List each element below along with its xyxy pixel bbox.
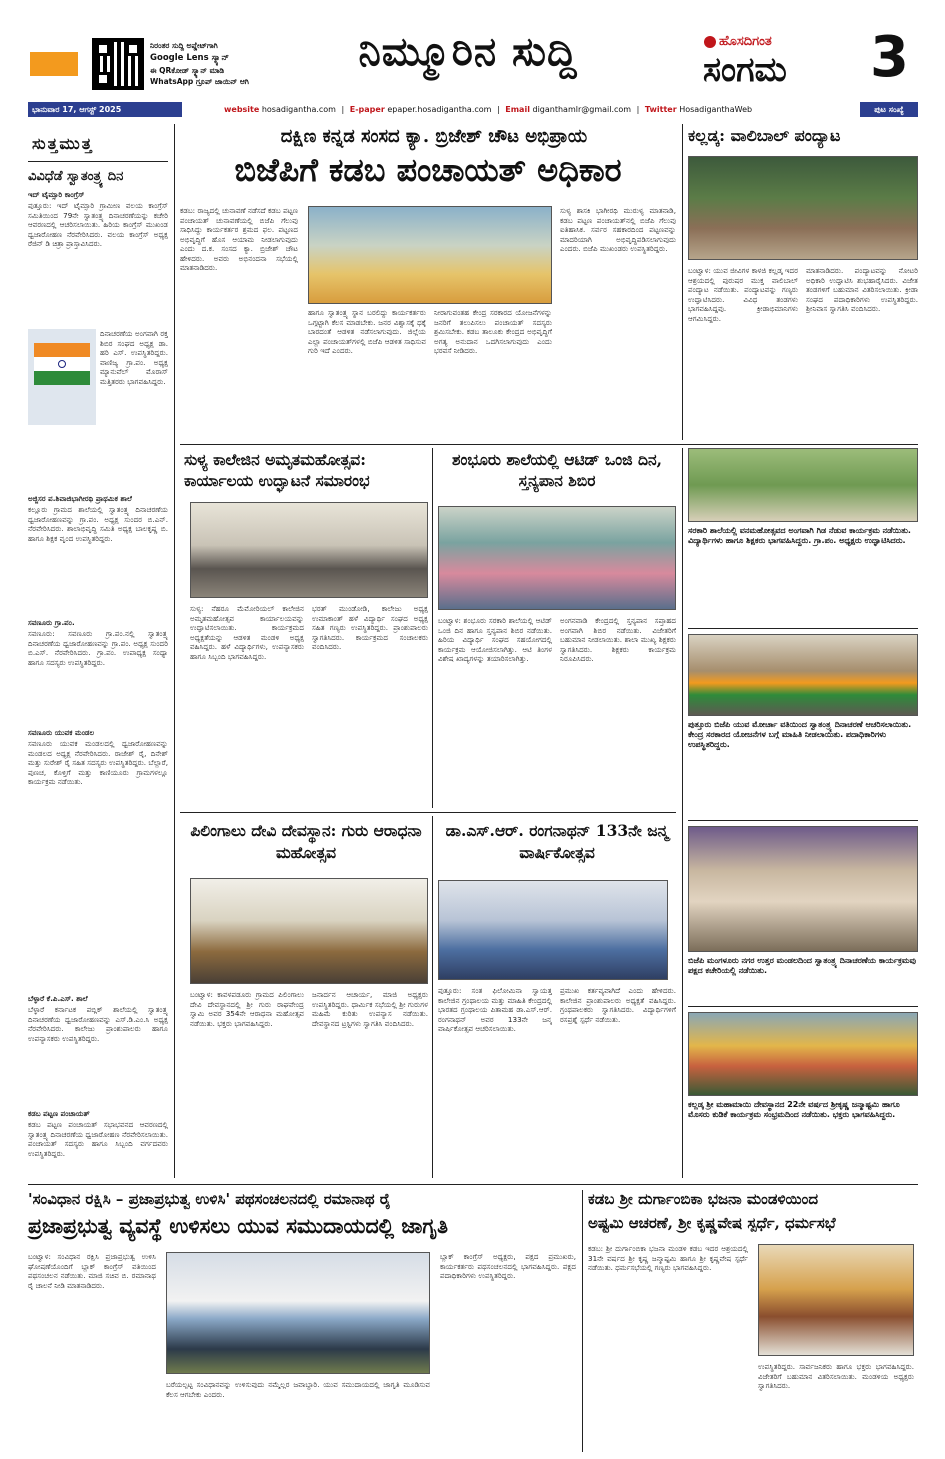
lead-kicker: ದಕ್ಷಿಣ ಕನ್ನಡ ಸಂಸದ ಕ್ಯಾ. ಬ್ರಿಜೇಶ್ ಚೌಟ ಅಭಿಪ್ರಾಯ — [280, 126, 588, 147]
pilingalu-story — [180, 816, 428, 1178]
tree-planting-photo — [688, 448, 918, 522]
durgambika-kicker: ಕಡಬ ಶ್ರೀ ದುರ್ಗಾಂಬಿಕಾ ಭಜನಾ ಮಂಡಳಿಯಿಂದ — [588, 1190, 819, 1208]
divider — [432, 816, 433, 1178]
qr-code-icon[interactable] — [92, 38, 144, 90]
samvidhana-body-col: ಬರೆಯಲ್ಪಟ್ಟ ಸಂವಿಧಾನವನ್ನು ಉಳಿಸುವುದು ನಮ್ಮೆಲ್ಲರ ಜವಾಬ್ದಾರಿ. ಯುವ ಸಮುದಾಯದಲ್ಲಿ ಜಾಗೃತಿ ಮೂಡಿಸುವ ಕೆಲಸ ಆಗಬೇಕು ಎಂದರು. — [166, 1380, 430, 1399]
email-link[interactable]: diganthamlr@gmail.com — [532, 105, 632, 114]
qr-instructions — [150, 40, 290, 88]
divider — [28, 1184, 918, 1185]
divider — [582, 1190, 583, 1452]
divider — [688, 1006, 918, 1007]
ranganathan-headline: ಡಾ.ಎಸ್.ಆರ್. ರಂಗನಾಥನ್ 133ನೇ ಜನ್ಮ ವಾರ್ಷಿಕೋತ್ಸವ — [445, 821, 669, 862]
divider — [688, 820, 918, 821]
sidebar-headline: ವಿವಿಧೆಡೆ ಸ್ವಾತಂತ್ರ್ಯ ದಿನ — [28, 169, 124, 184]
orange-tab — [30, 52, 78, 76]
sidebar-body: ಕಡಬ ಪಟ್ಟಣ ಪಂಚಾಯತ್ ಸಭಾಭವನದ ಆವರಣದಲ್ಲಿ ಸ್ವಾತಂತ್ರ್ಯ ದಿನಾಚರಣೆಯ ಧ್ವಜಾರೋಹಣ ನೆರವೇರಿಸಲಾಯಿತು. ಪಂಚಾಯತ್ ಸದಸ್ಯರು ಹಾಗೂ ಸಿಬ್ಬಂದಿ ವರ್ಗದವರು ಉಪಸ್ಥಿತರಿದ್ದರು. — [28, 1120, 168, 1158]
volleyball-headline: ಕಲ್ಲಡ್ಕ: ವಾಲಿಬಾಲ್ ಪಂದ್ಯಾಟ — [688, 126, 841, 145]
email-label: Email — [505, 105, 530, 114]
twitter-link[interactable]: HosadiganthaWeb — [679, 105, 753, 114]
photo-caption: ಸರಕಾರಿ ಶಾಲೆಯಲ್ಲಿ ವನಮಹೋತ್ಸವದ ಅಂಗವಾಗಿ ಗಿಡ ನೆಡುವ ಕಾರ್ಯಕ್ರಮ ನಡೆಯಿತು. ವಿದ್ಯಾರ್ಥಿಗಳು ಹಾಗೂ ಶಿಕ್ಷಕರು ಭಾಗವಹಿಸಿದ್ದರು. ಗ್ರಾ.ಪಂ. ಅಧ್ಯಕ್ಷರು ಉದ್ಘಾಟಿಸಿದರು. — [688, 526, 911, 545]
divider — [180, 812, 676, 813]
divider — [180, 444, 918, 445]
lead-body-col: ನೀರಾಗುವಂತಹ ಕೇಂದ್ರ ಸರಕಾರದ ಯೋಜನೆಗಳನ್ನು ಜನರಿಗೆ ತಲುಪಿಸಲು ಪಂಚಾಯತ್ ಸದಸ್ಯರು ಶ್ರಮಿಸಬೇಕು. ಕಡಬ ತಾಲೂಕು ಕೇಂದ್ರದ ಅಭಿವೃದ್ಧಿಗೆ ಅಗತ್ಯ ಅನುದಾನ ಒದಗಿಸಲಾಗುವುದು ಎಂದು ಭರವಸೆ ನೀಡಿದರು. — [434, 308, 552, 355]
masthead-title: ನಿಮ್ಮೂರಿನ ಸುದ್ದಿ — [358, 28, 578, 75]
page-label: ಪುಟ ಸಂಖ್ಯೆ — [874, 105, 904, 114]
right-column — [688, 448, 918, 1178]
website-label: website — [224, 105, 260, 114]
library-event-photo — [438, 880, 668, 980]
sidebar-body: ದಿನಾಚರಣೆಯ ಅಂಗವಾಗಿ ರಕ್ತ ಶಿಬಿರ ಸಂಘದ ಅಧ್ಯಕ್ಷ ಡಾ. ಹರಿ ಎಸ್. ಉಪಸ್ಥಿತರಿದ್ದರು. ವಾಣಿಜ್ಯ ಗ್ರಾ.ಪಂ. ಅಧ್ಯಕ್ಷ ಮ್ಯಾನುವೆಲ್ ಮೊರಾಸ್ ಮತ್ತಿತರರು ಭಾಗವಹಿಸಿದ್ದರು. — [100, 329, 168, 386]
ranganathan-body-col: ಪುತ್ತೂರು: ಸಂತ ಫಿಲೋಮಿನಾ ಸ್ವಾಯತ್ತ ಕಾಲೇಜಿನ ಗ್ರಂಥಾಲಯ ಮತ್ತು ಮಾಹಿತಿ ಕೇಂದ್ರದಲ್ಲಿ ಭಾರತದ ಗ್ರಂಥಾಲಯ ಪಿತಾಮಹ ಡಾ.ಎಸ್.ಆರ್. ರಂಗನಾಥನ್ ಅವರ 133ನೇ ಜನ್ಮ ವಾರ್ಷಿಕೋತ್ಸವ ಆಚರಿಸಲಾಯಿತು. — [438, 986, 552, 1033]
page-number: 3 — [870, 25, 909, 90]
temple-ritual-photo — [190, 878, 428, 984]
bjp-yuva-morcha-photo — [688, 634, 918, 716]
divider — [174, 124, 175, 1178]
sidebar-sub: ಇದ್ ಟೈಮ್ಸಾರಿ ಕಾಂಗ್ರೆಸ್ — [28, 190, 85, 199]
section-title: ಸಂಗಮ — [703, 50, 787, 90]
sidebar-body: ಬೆಳ್ಳಾರೆ ಕರ್ನಾಟಕ ಪಬ್ಲಿಕ್ ಶಾಲೆಯಲ್ಲಿ ಸ್ವಾತಂತ್ರ್ಯ ದಿನಾಚರಣೆಯ ಧ್ವಜಾರೋಹಣವನ್ನು ಎಸ್.ಡಿ.ಎಂ.ಸಿ ಅಧ್ಯಕ್ಷ ನೆರವೇರಿಸಿದರು. ಕಾಲೇಜು ಪ್ರಾಂಶುಪಾಲರು ಹಾಗೂ ಉಪನ್ಯಾಸಕರು ಉಪಸ್ಥಿತರಿದ್ದರು. — [28, 1005, 168, 1043]
durgambika-body-col: ಕಡಬ: ಶ್ರೀ ದುರ್ಗಾಂಬಿಕಾ ಭಜನಾ ಮಂಡಳಿ ಕಡಬ ಇದರ ಆಶ್ರಯದಲ್ಲಿ 31ನೇ ವರ್ಷದ ಶ್ರೀ ಕೃಷ್ಣ ಜನ್ಮಾಷ್ಟಮಿ ಹಾಗೂ ಶ್ರೀ ಕೃಷ್ಣವೇಷ ಸ್ಪರ್ಧೆ ನಡೆಯಿತು. ಧರ್ಮಸಭೆಯಲ್ಲಿ ಗಣ್ಯರು ಭಾಗವಹಿಸಿದ್ದರು. — [588, 1244, 748, 1272]
pilingalu-body-col: ಬಂಟ್ವಾಳ: ಕಾವಳಪಡೂರು ಗ್ರಾಮದ ಪಿಲಿಂಗಾಲು ದೇವಿ ದೇವಸ್ಥಾನದಲ್ಲಿ ಶ್ರೀ ಗುರು ರಾಘವೇಂದ್ರ ಸ್ವಾಮಿ ಅವರ 354ನೇ ಆರಾಧನಾ ಮಹೋತ್ಸವ ನಡೆಯಿತು. ಭಕ್ತರು ಭಾಗವಹಿಸಿದ್ದರು. — [190, 990, 304, 1028]
page-label-box — [860, 102, 918, 117]
volleyball-photo — [688, 156, 918, 260]
pilingalu-headline: ಪಿಲಿಂಗಾಲು ದೇವಿ ದೇವಸ್ಥಾನ: ಗುರು ಆರಾಧನಾ ಮಹೋತ್ಸವ — [190, 821, 422, 862]
bjp-group-photo — [308, 206, 552, 304]
qr-line: ಈ QRಕೋಡ್ ಸ್ಕ್ಯಾನ್ ಮಾಡಿ — [150, 65, 225, 75]
divider — [682, 124, 683, 440]
janmashtami-photo — [688, 1012, 918, 1096]
lead-story — [180, 124, 676, 440]
independence-day-crowd-photo — [688, 826, 918, 952]
sidebar-body: ಕಲ್ಲೂರು ಗ್ರಾಮದ ಶಾಲೆಯಲ್ಲಿ ಸ್ವಾತಂತ್ರ್ಯ ದಿನಾಚರಣೆಯ ಧ್ವಜಾರೋಹಣವನ್ನು ಗ್ರಾ.ಪಂ. ಅಧ್ಯಕ್ಷ ಸುಂದರ ಬಿ.ಎನ್. ನೆರವೇರಿಸಿದರು. ಶಾಲಾಭಿವೃದ್ಧಿ ಸಮಿತಿ ಅಧ್ಯಕ್ಷ ಬಾಲಕೃಷ್ಣ ಬಿ. ಹಾಗೂ ಶಿಕ್ಷಕ ವೃಂದ ಉಪಸ್ಥಿತರಿದ್ದರು. — [28, 505, 168, 543]
sidebar-body: ಸವಣೂರು ಯುವಕ ಮಂಡಲದಲ್ಲಿ ಧ್ವಜಾರೋಹಣವನ್ನು ಮಂಡಲದ ಅಧ್ಯಕ್ಷ ನೆರವೇರಿಸಿದರು. ರಾಜೇಶ್ ರೈ, ದಿನೇಶ್ ಮತ್ತು ಸುರೇಶ್ ರೈ ಸಹಿತ ಸದಸ್ಯರು ಉಪಸ್ಥಿತರಿದ್ದರು. ಬೆಲ್ಲಾರೆ, ಪುಣಚ, ಕೊಳ್ತಿಗೆ ಮತ್ತು ಕಾಣಿಯೂರು ಗ್ರಾಮಗಳಲ್ಲೂ ಕಾರ್ಯಕ್ರಮ ನಡೆಯಿತು. — [28, 739, 168, 786]
divider — [688, 628, 918, 629]
qr-line: Google Lens ಸ್ಕ್ಯಾನ್ — [150, 52, 229, 63]
sullia-body-col: ಭರತ್ ಮುಂಡೋಡಿ, ಕಾಲೇಜು ಅಧ್ಯಕ್ಷ ಉಮಾಕಾಂತ್ ಹಳೆ ವಿದ್ಯಾರ್ಥಿ ಸಂಘದ ಅಧ್ಯಕ್ಷ ಸಹಿತ ಗಣ್ಯರು ಉಪಸ್ಥಿತರಿದ್ದರು. ಪ್ರಾಂಶುಪಾಲರು ಸ್ವಾಗತಿಸಿದರು. ಕಾರ್ಯಕ್ರಮದ ಸಂಚಾಲಕರು ವಂದಿಸಿದರು. — [312, 604, 428, 651]
brand-logo — [704, 34, 772, 49]
masthead — [0, 0, 945, 96]
durgambika-story — [588, 1190, 918, 1452]
date-box — [28, 102, 182, 117]
sidebar-sub: ಸವಣೂರು ಯುವಕ ಮಂಡಲ — [28, 728, 95, 737]
sidebar-sub: ಸವಣೂರು ಗ್ರಾ.ಪಂ. — [28, 618, 75, 627]
photo-caption: ಪುತ್ತೂರು ಬಿಜೆಪಿ ಯುವ ಮೋರ್ಚಾ ವತಿಯಿಂದ ಸ್ವಾತಂತ್ರ್ಯ ದಿನಾಚರಣೆ ಆಚರಿಸಲಾಯಿತು. ಕೇಂದ್ರ ಸರಕಾರದ ಯೋಜನೆಗಳ ಬಗ್ಗೆ ಮಾಹಿತಿ ನೀಡಲಾಯಿತು. ಪದಾಧಿಕಾರಿಗಳು ಉಪಸ್ಥಿತರಿದ್ದರು. — [688, 720, 912, 749]
contact-strip: website hosadigantha.com | E-paper epaper.hosadigantha.com | Email diganthamlr@gmail.com | Twitter HosadiganthaWeb — [224, 105, 753, 114]
divider — [682, 448, 683, 1178]
sidebar-sub: ಬೆಳ್ಳಾರೆ ಕೆ.ಪಿ.ಎಸ್. ಶಾಲೆ — [28, 994, 88, 1003]
shambhuru-story — [438, 448, 676, 808]
ranganathan-body-col: ಪ್ರಮುಖ ಕರ್ತವ್ಯವಾಗಿದೆ ಎಂದು ಹೇಳಿದರು. ಕಾಲೇಜಿನ ಪ್ರಾಂಶುಪಾಲರು ಅಧ್ಯಕ್ಷತೆ ವಹಿಸಿದ್ದರು. ಗ್ರಂಥಪಾಲಕರು ಸ್ವಾಗತಿಸಿದರು. ವಿದ್ಯಾರ್ಥಿಗಳಿಗೆ ರಸಪ್ರಶ್ನೆ ಸ್ಪರ್ಧೆ ನಡೆಯಿತು. — [560, 986, 676, 1024]
website-link[interactable]: hosadigantha.com — [261, 105, 336, 114]
globe-icon — [704, 36, 716, 48]
rally-photo — [166, 1252, 430, 1374]
lead-body-col: ಹಾಗೂ ಸ್ವಾತಂತ್ರ್ಯ ಸ್ಥಾನ ಬರಲಿದ್ದು ಕಾರ್ಯಕರ್ತರು ಒಗ್ಗಟ್ಟಾಗಿ ಕೆಲಸ ಮಾಡಬೇಕು. ಜನರ ವಿಶ್ವಾಸಕ್ಕೆ ಧಕ್ಕೆ ಬಾರದಂತೆ ಆಡಳಿತ ನಡೆಸಲಾಗುವುದು. ಜಿಲ್ಲೆಯ ಎಲ್ಲಾ ಪಂಚಾಯತ್‌ಗಳಲ್ಲಿ ಬಿಜೆಪಿ ಆಡಳಿತ ಸಾಧಿಸುವ ಗುರಿ ಇದೆ ಎಂದರು. — [308, 308, 426, 355]
durgambika-headline: ಅಷ್ಟಮಿ ಆಚರಣೆ, ಶ್ರೀ ಕೃಷ್ಣವೇಷ ಸ್ಪರ್ಧೆ, ಧರ್ಮಸಭೆ — [588, 1214, 836, 1232]
pilingalu-body-col: ಜನಾರ್ದನ ಆಚಾರ್ಯ, ಮಾಜಿ ಅಧ್ಯಕ್ಷರು ಉಪಸ್ಥಿತರಿದ್ದರು. ಧಾರ್ಮಿಕ ಸಭೆಯಲ್ಲಿ ಶ್ರೀ ಗುರುಗಳ ಮಹಿಮೆ ಕುರಿತು ಉಪನ್ಯಾಸ ನಡೆಯಿತು. ದೇವಸ್ಥಾನದ ಟ್ರಸ್ಟಿಗಳು ಸ್ವಾಗತಿಸಿ ವಂದಿಸಿದರು. — [312, 990, 428, 1028]
date: ಭಾನುವಾರ 17, ಆಗಸ್ಟ್ 2025 — [32, 105, 122, 114]
brand-name: ಹೊಸದಿಗಂತ — [719, 34, 772, 49]
info-bar — [28, 102, 918, 117]
epaper-link[interactable]: epaper.hosadigantha.com — [387, 105, 492, 114]
sidebar-body: ಸವಣೂರು: ಸವಣೂರು ಗ್ರಾ.ಪಂ.ನಲ್ಲಿ ಸ್ವಾತಂತ್ರ್ಯ ದಿನಾಚರಣೆಯ ಧ್ವಜಾರೋಹಣವನ್ನು ಗ್ರಾ.ಪಂ. ಅಧ್ಯಕ್ಷ ಸುಂದರಿ ಬಿ.ಎಸ್. ನೆರವೇರಿಸಿದರು. ಗ್ರಾ.ಪಂ. ಉಪಾಧ್ಯಕ್ಷ ಸಂಧ್ಯಾ ಹಾಗೂ ಸದಸ್ಯರು ಉಪಸ್ಥಿತರಿದ್ದರು. — [28, 629, 168, 667]
sidebar-body: ಪುತ್ತೂರು: ಇದ್ ಟೈಮ್ಸಾರಿ ಗ್ರಾಮೀಣ ವಲಯ ಕಾಂಗ್ರೆಸ್ ಸಮಿತಿಯಿಂದ 79ನೇ ಸ್ವಾತಂತ್ರ್ಯ ದಿನಾಚರಣೆಯನ್ನು ಕಚೇರಿ ಆವರಣದಲ್ಲಿ ಆಚರಿಸಲಾಯಿತು. ಹಿರಿಯ ಕಾಂಗ್ರೆಸ್ ಮುಖಂಡ ಧ್ವಜಾರೋಹಣ ನೆರವೇರಿಸಿದರು. ವಲಯ ಕಾಂಗ್ರೆಸ್ ಅಧ್ಯಕ್ಷ ರೆಜಿನ್ ಡಿ ಚಿತ್ರಾ ಪ್ರಾಸ್ತಾವಿಸಿದರು. — [28, 201, 168, 248]
indian-flag-image — [28, 329, 96, 425]
lead-body-col: ಕಡಬ: ರಾಜ್ಯದಲ್ಲಿ ಚುನಾವಣೆ ನಡೆಸದೆ ಕಡಬ ಪಟ್ಟಣ ಪಂಚಾಯತ್ ಚುನಾವಣೆಯಲ್ಲಿ ಬಿಜೆಪಿ ಗೆಲುವು ಸಾಧಿಸಿದ್ದು ಕಾರ್ಯಕರ್ತರ ಶ್ರಮದ ಫಲ. ಪಟ್ಟಣದ ಅಭಿವೃದ್ಧಿಗೆ ಹೊಸ ಆಯಾಮ ನೀಡಲಾಗುವುದು ಎಂದು ದ.ಕ. ಸಂಸದ ಕ್ಯಾ. ಬ್ರಿಜೇಶ್ ಚೌಟ ಹೇಳಿದರು. ಅವರು ಅಭಿನಂದನಾ ಸಭೆಯಲ್ಲಿ ಮಾತನಾಡಿದರು. — [180, 206, 298, 272]
sullia-story — [180, 448, 428, 808]
breastfeeding-camp-photo — [438, 506, 676, 610]
qr-line: ನಿರಂತರ ಸುದ್ದಿ ಅಪ್ಡೇಟ್‌ಗಾಗಿ — [150, 41, 218, 50]
column-title: ಸುತ್ತಮುತ್ತ — [32, 134, 94, 153]
divider — [432, 448, 433, 808]
samvidhana-story — [28, 1190, 576, 1452]
twitter-label: Twitter — [644, 105, 677, 114]
sullia-headline: ಸುಳ್ಯ ಕಾಲೇಜಿನ ಅಮೃತಮಹೋತ್ಸವ: ಕಾರ್ಯಾಲಯ ಉದ್ಘಾಟನೆ ಸಮಾರಂಭ — [184, 450, 370, 490]
samvidhana-headline: ಪ್ರಜಾಪ್ರಭುತ್ವ ವ್ಯವಸ್ಥೆ ಉಳಿಸಲು ಯುವ ಸಮುದಾಯದಲ್ಲಿ ಜಾಗೃತಿ — [28, 1214, 448, 1238]
shambhuru-headline: ಶಂಭೂರು ಶಾಲೆಯಲ್ಲಿ ಆಟಿಡ್ ಒಂಜಿ ದಿನ, ಸ್ತನ್ಯಪಾನ ಶಿಬಿರ — [452, 450, 662, 490]
qr-line: WhatsApp ಗ್ರೂಪ್ ಜಾಯಿನ್ ಆಗಿ — [150, 77, 249, 87]
durgambika-body-col: ಉಪಸ್ಥಿತರಿದ್ದರು. ಸಾರ್ವಜನಿಕರು ಹಾಗೂ ಭಕ್ತರು ಭಾಗವಹಿಸಿದ್ದರು. ವಿಜೇತರಿಗೆ ಬಹುಮಾನ ವಿತರಿಸಲಾಯಿತು. ಮಂಡಳಿಯ ಅಧ್ಯಕ್ಷರು ಸ್ವಾಗತಿಸಿದರು. — [758, 1362, 914, 1390]
volleyball-body-col: ಮಾತನಾಡಿದರು. ಪಂದ್ಯಾಟವನ್ನು ನೋಟರಿ ಅಧಿಕಾರಿ ಉದ್ಘಾಟಿಸಿ ಶುಭಹಾರೈಸಿದರು. ವಿಜೇತ ತಂಡಗಳಿಗೆ ಬಹುಮಾನ ವಿತರಿಸಲಾಯಿತು. ಕ್ರೀಡಾ ಸಂಘದ ಪದಾಧಿಕಾರಿಗಳು ಉಪಸ್ಥಿತರಿದ್ದರು. ಶ್ರೀನಿವಾಸ ಸ್ವಾಗತಿಸಿ ವಂದಿಸಿದರು. — [806, 266, 918, 313]
volleyball-body-col: ಬಂಟ್ವಾಳ: ಯುವ ಜೀವಿಗಳ ಕಾಳಜಿ ಕಲ್ಲಡ್ಕ ಇದರ ಆಶ್ರಯದಲ್ಲಿ ಪುರುಷರ ಮುಕ್ತ ವಾಲಿಬಾಲ್ ಪಂದ್ಯಾಟ ನಡೆಯಿತು. ಪಂದ್ಯಾಟವನ್ನು ಗಣ್ಯರು ಉದ್ಘಾಟಿಸಿದರು. ವಿವಿಧ ತಂಡಗಳು ಭಾಗವಹಿಸಿದ್ದವು. ಕ್ರೀಡಾಭಿಮಾನಿಗಳು ಆಗಮಿಸಿದ್ದರು. — [688, 266, 798, 323]
epaper-label: E-paper — [349, 105, 385, 114]
lead-headline: ಬಿಜೆಪಿಗೆ ಕಡಬ ಪಂಚಾಯತ್ ಅಧಿಕಾರ — [234, 151, 622, 189]
photo-caption: ಬಿಜೆಪಿ ಮಂಗಳೂರು ನಗರ ಉತ್ತರ ಮಂಡಲದಿಂದ ಸ್ವಾತಂತ್ರ್ಯ ದಿನಾಚರಣೆಯ ಕಾರ್ಯಕ್ರಮವು ಪಕ್ಷದ ಕಚೇರಿಯಲ್ಲಿ ನಡೆಯಿತು. — [688, 956, 917, 975]
ranganathan-story — [438, 816, 676, 1178]
volleyball-story — [688, 124, 918, 440]
samvidhana-body-col: ಬಂಟ್ವಾಳ: ಸಂವಿಧಾನ ರಕ್ಷಿಸಿ ಪ್ರಜಾಪ್ರಭುತ್ವ ಉಳಿಸಿ ಘೋಷಣೆಯೊಂದಿಗೆ ಬ್ಲಾಕ್ ಕಾಂಗ್ರೆಸ್ ವತಿಯಿಂದ ಪಥಸಂಚಲನ ನಡೆಯಿತು. ಮಾಜಿ ಸಚಿವ ಬಿ. ರಮಾನಾಥ ರೈ ಚಾಲನೆ ನೀಡಿ ಮಾತನಾಡಿದರು. — [28, 1252, 156, 1290]
lead-body-col: ಸುಳ್ಯ ಶಾಸಕಿ ಭಾಗೀರಥಿ ಮುರುಳ್ಯ ಮಾತನಾಡಿ, ಕಡಬ ಪಟ್ಟಣ ಪಂಚಾಯತ್‌ನಲ್ಲಿ ಬಿಜೆಪಿ ಗೆಲುವು ಐತಿಹಾಸಿಕ. ಸರ್ವರ ಸಹಕಾರದಿಂದ ಪಟ್ಟಣವನ್ನು ಮಾದರಿಯಾಗಿ ಅಭಿವೃದ್ಧಿಪಡಿಸಲಾಗುವುದು ಎಂದರು. ಬಿಜೆಪಿ ಮುಖಂಡರು ಉಪಸ್ಥಿತರಿದ್ದರು. — [560, 206, 676, 253]
krishna-vesha-photo — [758, 1244, 914, 1356]
photo-caption: ಕಲ್ಲಡ್ಕ ಶ್ರೀ ಮಹಾಮಾಯಿ ದೇವಸ್ಥಾನದ 22ನೇ ವರ್ಷದ ಶ್ರೀಕೃಷ್ಣ ಜನ್ಮಾಷ್ಟಮಿ ಹಾಗೂ ಮೊಸರು ಕುಡಿಕೆ ಕಾರ್ಯಕ್ರಮ ಸಂಭ್ರಮದಿಂದ ನಡೆಯಿತು. ಭಕ್ತರು ಭಾಗವಹಿಸಿದ್ದರು. — [688, 1100, 900, 1119]
sullia-body-col: ಸುಳ್ಯ: ನೆಹರೂ ಮೆಮೋರಿಯಲ್ ಕಾಲೇಜಿನ ಅಮೃತಮಹೋತ್ಸವ ಕಾರ್ಯಾಲಯವನ್ನು ಉದ್ಘಾಟಿಸಲಾಯಿತು. ಕಾರ್ಯಕ್ರಮದ ಅಧ್ಯಕ್ಷತೆಯನ್ನು ಆಡಳಿತ ಮಂಡಳಿ ಅಧ್ಯಕ್ಷ ವಹಿಸಿದ್ದರು. ಹಳೆ ವಿದ್ಯಾರ್ಥಿಗಳು, ಉಪನ್ಯಾಸಕರು ಹಾಗೂ ಸಿಬ್ಬಂದಿ ಭಾಗವಹಿಸಿದ್ದರು. — [190, 604, 304, 661]
sidebar-title — [28, 128, 168, 162]
shambhuru-body-col: ಅಂಗನವಾಡಿ ಕೇಂದ್ರದಲ್ಲಿ ಸ್ತನ್ಯಪಾನ ಸಪ್ತಾಹದ ಅಂಗವಾಗಿ ಶಿಬಿರ ನಡೆಯಿತು. ವಿಜೇತರಿಗೆ ಬಹುಮಾನ ನೀಡಲಾಯಿತು. ಶಾಲಾ ಮುಖ್ಯ ಶಿಕ್ಷಕರು ಸ್ವಾಗತಿಸಿದರು. ಶಿಕ್ಷಕರು ಕಾರ್ಯಕ್ರಮ ನಿರೂಪಿಸಿದರು. — [560, 616, 676, 663]
samvidhana-body-col: ಬ್ಲಾಕ್ ಕಾಂಗ್ರೆಸ್ ಅಧ್ಯಕ್ಷರು, ಪಕ್ಷದ ಪ್ರಮುಖರು, ಕಾರ್ಯಕರ್ತರು ಪಥಸಂಚಲನದಲ್ಲಿ ಭಾಗವಹಿಸಿದ್ದರು. ಪಕ್ಷದ ಪದಾಧಿಕಾರಿಗಳು ಉಪಸ್ಥಿತರಿದ್ದರು. — [440, 1252, 576, 1280]
sidebar — [28, 124, 168, 1178]
sidebar-sub: ಕಡಬ ಪಟ್ಟಣ ಪಂಚಾಯತ್ — [28, 1109, 90, 1118]
shambhuru-body-col: ಬಂಟ್ವಾಳ: ಶಂಭೂರು ಸರಕಾರಿ ಶಾಲೆಯಲ್ಲಿ ಆಟಿಡ್ ಒಂಜಿ ದಿನ ಹಾಗೂ ಸ್ತನ್ಯಪಾನ ಶಿಬಿರ ನಡೆಯಿತು. ಹಿರಿಯ ವಿದ್ಯಾರ್ಥಿ ಸಂಘದ ಸಹಯೋಗದಲ್ಲಿ ಕಾರ್ಯಕ್ರಮ ಆಯೋಜಿಸಲಾಗಿತ್ತು. ಆಟಿ ತಿಂಗಳ ವಿಶೇಷ ಖಾದ್ಯಗಳನ್ನು ತಯಾರಿಸಲಾಗಿತ್ತು. — [438, 616, 552, 663]
college-inauguration-photo — [190, 502, 428, 598]
samvidhana-kicker: 'ಸಂವಿಧಾನ ರಕ್ಷಿಸಿ – ಪ್ರಜಾಪ್ರಭುತ್ವ ಉಳಿಸಿ' ಪಥಸಂಚಲನದಲ್ಲಿ ರಮಾನಾಥ ರೈ — [28, 1190, 391, 1208]
sidebar-sub: ಅಜ್ಜಿಸರ ಪ.ಶಿವಾಜಿಭಾಗೀರಥಿ ಪ್ರಾಥಮಿಕ ಶಾಲೆ — [28, 494, 132, 503]
